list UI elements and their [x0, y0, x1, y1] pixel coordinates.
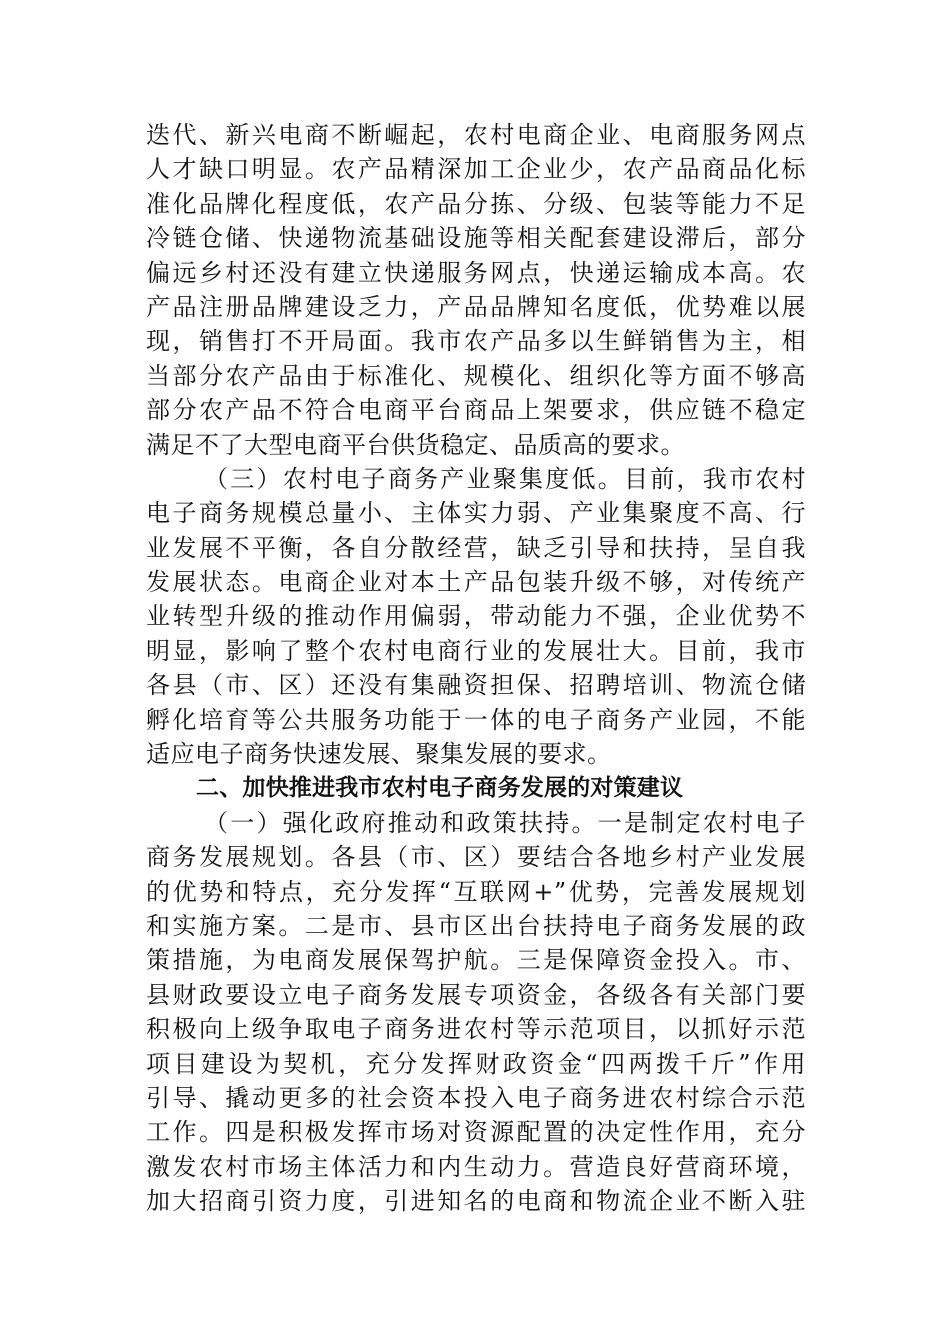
paragraph [146, 462, 806, 772]
text-line: 商务发展规划。各县（市、区）要结合各地乡村产业发展 [146, 843, 806, 872]
text-line: 策措施，为电商发展保驾护航。三是保障资金投入。市、 [146, 946, 806, 975]
text-line: 工作。四是积极发挥市场对资源配置的决定性作用，充分 [146, 1118, 806, 1147]
text-line: 人才缺口明显。农产品精深加工企业少，农产品商品化标 [146, 155, 806, 184]
text-line: 引导、撬动更多的社会资本投入电子商务进农村综合示范 [146, 1083, 806, 1112]
text-line: 满足不了大型电商平台供货稳定、品质高的要求。 [146, 430, 685, 459]
text-line: 现，销售打不开局面。我市农产品多以生鲜销售为主，相 [146, 327, 806, 356]
section-heading [146, 771, 806, 805]
heading-line: 二、加快推进我市农村电子商务发展的对策建议 [196, 775, 684, 802]
text-line: 部分农产品不符合电商平台商品上架要求，供应链不稳定 [146, 396, 806, 425]
paragraph [146, 806, 806, 1219]
text-line: 积极向上级争取电子商务进农村等示范项目，以抓好示范 [146, 1015, 806, 1044]
text-line: 准化品牌化程度低，农产品分拣、分级、包装等能力不足 [146, 189, 806, 218]
paragraph [146, 118, 806, 462]
text-line: 加大招商引资力度，引进知名的电商和物流企业不断入驻 [146, 1187, 806, 1216]
text-line: 当部分农产品由于标准化、规模化、组织化等方面不够高 [146, 361, 806, 390]
text-line: 和实施方案。二是市、县市区出台扶持电子商务发展的政 [146, 911, 806, 940]
text-line: （一）强化政府推动和政策扶持。一是制定农村电子 [204, 808, 806, 837]
text-line: 孵化培育等公共服务功能于一体的电子商务产业园，不能 [146, 705, 806, 734]
text-line: 冷链仓储、快递物流基础设施等相关配套建设滞后，部分 [146, 224, 806, 253]
text-line: 县财政要设立电子商务发展专项资金，各级各有关部门要 [146, 980, 806, 1009]
text-line: 的优势和特点，充分发挥“互联网+”优势，完善发展规划 [146, 877, 806, 906]
text-line: 业转型升级的推动作用偏弱，带动能力不强，企业优势不 [146, 602, 806, 631]
text-line: 适应电子商务快速发展、聚集发展的要求。 [146, 740, 612, 769]
text-line: 各县（市、区）还没有集融资担保、招聘培训、物流仓储 [146, 671, 806, 700]
text-line: 激发农村市场主体活力和内生动力。营造良好营商环境， [146, 1152, 806, 1181]
text-line: （三）农村电子商务产业聚集度低。目前，我市农村 [204, 464, 806, 493]
text-line: 偏远乡村还没有建立快递服务网点，快递运输成本高。农 [146, 258, 806, 287]
text-line: 迭代、新兴电商不断崛起，农村电商企业、电商服务网点 [146, 121, 806, 149]
text-line: 业发展不平衡，各自分散经营，缺乏引导和扶持，呈自我 [146, 533, 806, 562]
text-line: 项目建设为契机，充分发挥财政资金“四两拨千斤”作用 [146, 1049, 806, 1078]
text-line: 产品注册品牌建设乏力，产品品牌知名度低，优势难以展 [146, 292, 806, 321]
text-line: 发展状态。电商企业对本土产品包装升级不够，对传统产 [146, 568, 806, 597]
text-line: 明显，影响了整个农村电商行业的发展壮大。目前，我市 [146, 636, 806, 665]
text-line: 电子商务规模总量小、主体实力弱、产业集聚度不高、行 [146, 499, 806, 528]
document-page [146, 118, 806, 1219]
